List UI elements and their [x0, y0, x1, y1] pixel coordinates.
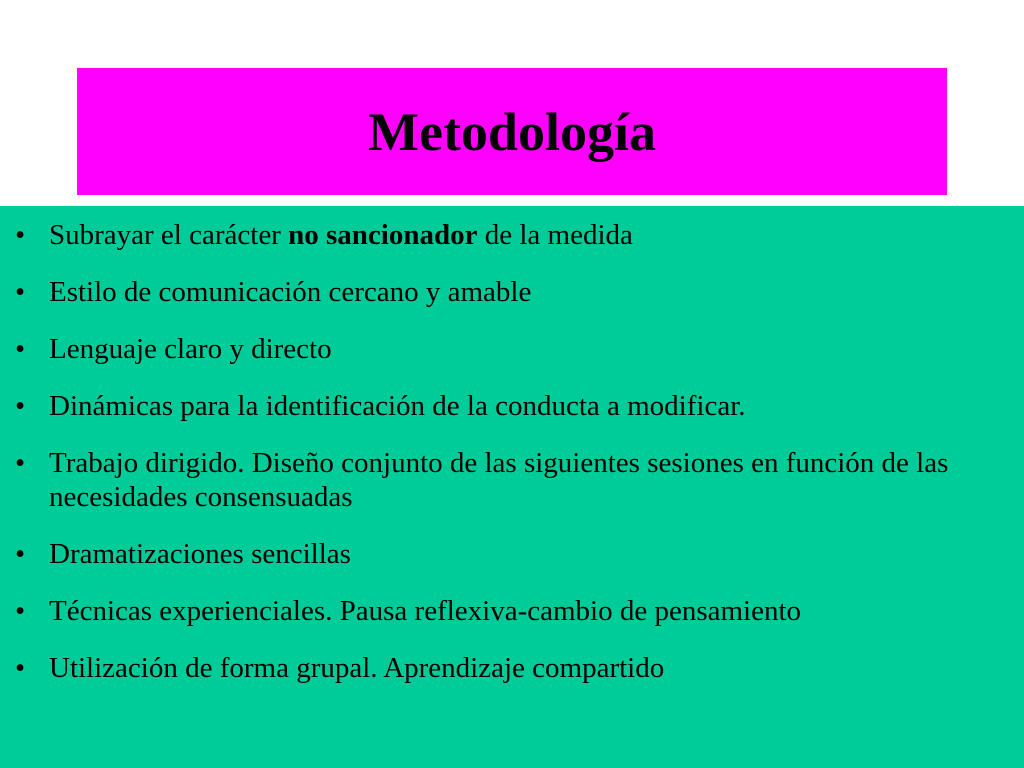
bullet-icon: • — [15, 652, 26, 684]
content-panel — [0, 206, 1024, 768]
bullet-text: Dramatizaciones sencillas — [49, 538, 351, 570]
bullet-icon: • — [15, 447, 26, 479]
bullet-icon: • — [15, 538, 26, 570]
slide-title: Metodología — [368, 101, 656, 162]
title-banner — [77, 68, 947, 195]
bullet-text-pre: Subrayar el carácter — [49, 219, 289, 251]
bullet-icon: • — [15, 390, 26, 422]
bullet-item — [0, 537, 1004, 571]
bullet-text: Lenguaje claro y directo — [49, 333, 332, 365]
bullet-text: Trabajo dirigido. Diseño conjunto de las siguientes sesiones en función de las necesidades consensuadas — [49, 447, 949, 513]
bullet-text: Técnicas experienciales. Pausa reflexiva-cambio de pensamiento — [49, 595, 802, 627]
bullet-item — [0, 446, 1004, 514]
bullet-item — [0, 332, 1004, 366]
bullet-list — [0, 206, 1024, 685]
bullet-item — [0, 594, 1004, 628]
bullet-icon: • — [15, 276, 26, 308]
bullet-text: Dinámicas para la identificación de la conducta a modificar. — [49, 390, 746, 422]
bullet-icon: • — [15, 595, 26, 627]
bullet-text: Utilización de forma grupal. Aprendizaje compartido — [49, 652, 665, 684]
bullet-text: Estilo de comunicación cercano y amable — [49, 276, 532, 308]
bullet-item — [0, 275, 1004, 309]
bullet-item — [0, 389, 1004, 423]
bullet-text-post: de la medida — [477, 219, 633, 251]
bullet-icon: • — [15, 219, 26, 251]
bullet-item — [0, 651, 1004, 685]
bullet-icon: • — [15, 333, 26, 365]
bullet-text-bold: no sancionador — [288, 219, 478, 251]
bullet-item — [0, 218, 1004, 252]
